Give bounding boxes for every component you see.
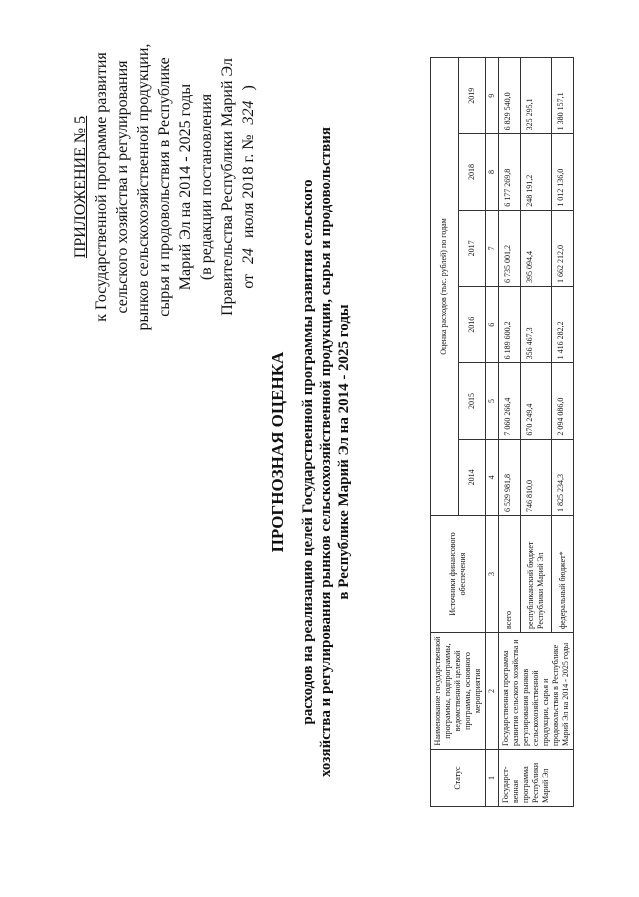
source-cell: федеральный бюджет*: [552, 516, 574, 633]
value-cell: 6 529 981,8: [499, 439, 521, 515]
heading-sub-line: расходов на реализацию целей Государственной программы развития сельского: [300, 179, 316, 725]
appendix-line: рынков сельскохозяйственной продукции,: [135, 43, 152, 331]
index-cell: 4: [486, 439, 499, 515]
value-cell: 395 094,4: [520, 210, 552, 286]
index-cell: 3: [486, 516, 499, 633]
header-source: Источники финансового обеспечения: [431, 516, 486, 633]
header-estimate: Оценка расходов (тыс. рублей) по годам: [431, 58, 459, 516]
value-cell: 746 810,0: [520, 439, 552, 515]
value-cell: 1 416 282,2: [552, 287, 574, 363]
index-cell: 8: [486, 134, 499, 210]
value-cell: 325 295,1: [520, 58, 552, 134]
sign-number: 324: [240, 100, 257, 125]
appendix-line: сырья и продовольствия в Республике: [156, 57, 173, 317]
appendix-title: ПРИЛОЖЕНИЕ № 5: [72, 115, 89, 259]
appendix-line: сельского хозяйства и регулирования: [114, 60, 131, 314]
appendix-block: [70, 37, 259, 337]
heading-sub-line: хозяйства и регулирования рынков сельскохозяйственной продукции, сырья и продовольствия: [318, 127, 334, 777]
value-cell: 1 380 157,1: [552, 58, 574, 134]
header-year: 2016: [458, 287, 486, 363]
index-cell: 9: [486, 58, 499, 134]
appendix-line: (в редакции постановления: [198, 93, 215, 281]
value-cell: 6 177 269,8: [499, 134, 521, 210]
status-cell: Государст-венная программа Республики Марий Эл: [499, 750, 574, 807]
index-cell: 1: [486, 750, 499, 807]
value-cell: 356 467,3: [520, 287, 552, 363]
index-cell: 7: [486, 210, 499, 286]
appendix-line: Марий Эл на 2014 - 2025 годы: [177, 83, 194, 291]
table-row: [499, 58, 521, 807]
value-cell: 6 829 540,0: [499, 58, 521, 134]
header-year: 2018: [458, 134, 486, 210]
header-status: Статус: [431, 750, 486, 807]
header-year: 2019: [458, 58, 486, 134]
value-cell: 6 189 600,2: [499, 287, 521, 363]
value-cell: 670 249,4: [520, 363, 552, 439]
index-cell: 6: [486, 287, 499, 363]
heading-main: ПРОГНОЗНАЯ ОЦЕНКА: [268, 351, 287, 553]
value-cell: 7 060 266,4: [499, 363, 521, 439]
table-index-row: [486, 58, 499, 807]
sign-prefix: от: [240, 274, 257, 289]
index-cell: 2: [486, 633, 499, 750]
appendix-line: к Государственной программе развития: [93, 52, 110, 322]
index-cell: 5: [486, 363, 499, 439]
header-year: 2014: [458, 439, 486, 515]
appendix-sign-line: [238, 37, 259, 337]
value-cell: 2 094 086,0: [552, 363, 574, 439]
header-name: Наименование государственной программы, подпрограммы, ведомственной целевой программы, основного мероприятия: [431, 633, 486, 750]
value-cell: 248 191,2: [520, 134, 552, 210]
source-cell: всего: [499, 516, 521, 633]
sign-suffix: ): [240, 85, 257, 91]
appendix-line: Правительства Республики Марий Эл: [219, 58, 236, 316]
estimate-table: [430, 57, 574, 807]
program-name-cell: Государственная программа развития сельского хозяйства и регулирования рынков сельскохозяйственной продукции, сырья и продовольствия в Республике Марий Эл на 2014 - 2025 годы: [499, 633, 574, 750]
value-cell: 1 012 136,0: [552, 134, 574, 210]
heading-sub-line: в Республике Марий Эл на 2014 - 2025 годы: [336, 304, 352, 600]
value-cell: 1 825 234,3: [552, 439, 574, 515]
source-cell: республиканский бюджет Республики Марий Эл: [520, 516, 552, 633]
table-header-row: [431, 58, 459, 807]
sign-day: 24: [240, 248, 257, 265]
value-cell: 6 735 001,2: [499, 210, 521, 286]
header-year: 2015: [458, 363, 486, 439]
sign-month: июля 2018 г. №: [240, 134, 257, 239]
value-cell: 1 662 212,0: [552, 210, 574, 286]
document-heading: [265, 127, 353, 777]
header-year: 2017: [458, 210, 486, 286]
